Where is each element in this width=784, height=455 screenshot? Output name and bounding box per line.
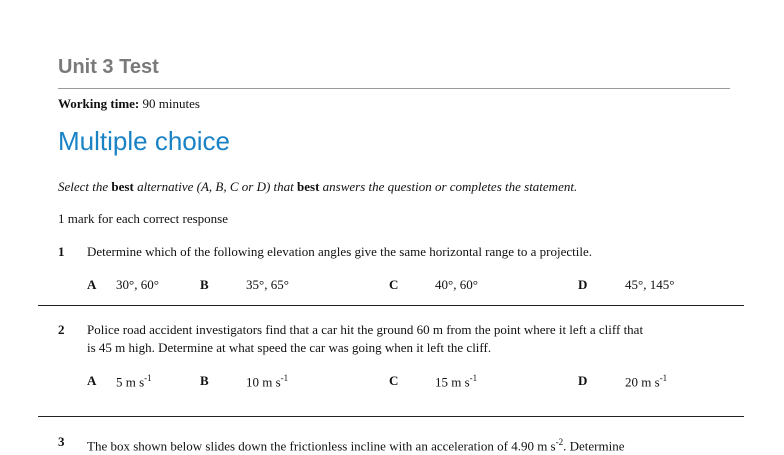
instructions-emphasis: best xyxy=(111,179,134,194)
instructions-part: alternative (A, B, C or D) that xyxy=(133,179,298,194)
instructions xyxy=(58,179,577,195)
question-number: 3 xyxy=(58,434,65,449)
option-exponent: -1 xyxy=(280,373,289,383)
option-letter-c: C xyxy=(389,277,399,292)
option-text-a: 30°, 60° xyxy=(116,277,159,292)
instructions-part: answers the question or completes the statement. xyxy=(319,179,578,194)
option-exponent: -1 xyxy=(659,373,668,383)
question-divider xyxy=(38,416,744,417)
question-text: Determine which of the following elevation angles give the same horizontal range to a projectile. xyxy=(87,244,593,259)
question-divider xyxy=(38,305,744,306)
question-text xyxy=(87,321,727,357)
question-text xyxy=(87,433,727,455)
option-text-a xyxy=(116,373,152,390)
option-exponent: -1 xyxy=(469,373,478,383)
option-text-b: 35°, 65° xyxy=(246,277,289,292)
option-letter-b: B xyxy=(200,277,209,292)
title-divider xyxy=(58,88,730,89)
option-value: 10 m s xyxy=(246,374,281,390)
question-number: 1 xyxy=(58,244,65,259)
option-exponent: -1 xyxy=(144,373,152,383)
option-letter-d: D xyxy=(578,373,588,388)
option-value: 5 m s xyxy=(116,374,145,390)
option-text-c: 40°, 60° xyxy=(435,277,478,292)
question-text-line: is 45 m high. Determine at what speed the car was going when it left the cliff. xyxy=(87,340,492,355)
instructions-emphasis: best xyxy=(297,179,320,194)
option-letter-a: A xyxy=(87,373,97,388)
option-letter-a: A xyxy=(87,277,97,292)
marks-note: 1 mark for each correct response xyxy=(58,211,228,226)
question-text-line: Police road accident investigators find that a car hit the ground 60 m from the point where it left a cliff that xyxy=(87,322,644,337)
option-text-d xyxy=(625,373,667,390)
instructions-part: Select the xyxy=(58,179,112,194)
unit-title: Unit 3 Test xyxy=(58,56,159,78)
question-text-part: . Determine xyxy=(563,438,625,454)
working-time-value: 90 minutes xyxy=(139,96,200,111)
option-text-b xyxy=(246,373,288,390)
option-text-d: 45°, 145° xyxy=(625,277,675,292)
option-letter-c: C xyxy=(389,373,399,388)
option-text-c xyxy=(435,373,477,390)
question-text-part: The box shown below slides down the frictionless incline with an acceleration of 4.90 m s xyxy=(87,438,556,454)
option-letter-d: D xyxy=(578,277,588,292)
option-value: 15 m s xyxy=(435,374,470,390)
section-heading: Multiple choice xyxy=(58,126,230,156)
question-number: 2 xyxy=(58,322,65,337)
working-time-label: Working time: xyxy=(58,96,140,111)
option-letter-b: B xyxy=(200,373,209,388)
working-time xyxy=(58,96,200,112)
option-value: 20 m s xyxy=(625,374,660,390)
question-exponent: -2 xyxy=(555,437,564,447)
